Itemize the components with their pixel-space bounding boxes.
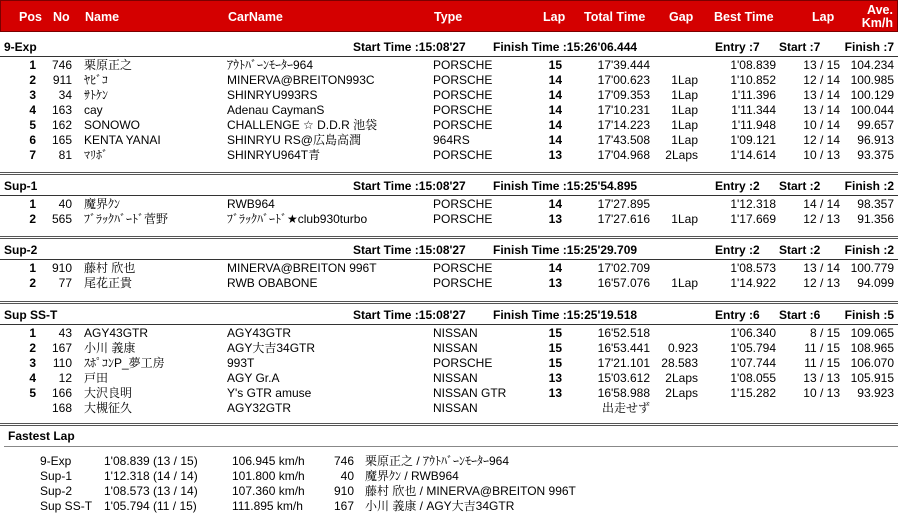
row-average-speed: 93.375 (857, 148, 894, 162)
row-car-name: Adenau CaymanS (227, 103, 325, 117)
col-best-lap: Lap (812, 10, 835, 24)
fastest-car-number: 40 (340, 469, 354, 483)
row-car-type: NISSAN (433, 326, 478, 340)
class-entry-count: Entry :6 (715, 308, 760, 322)
row-pos: 3 (29, 356, 36, 370)
row-car-number: 911 (52, 73, 72, 87)
row-laps: 14 (548, 261, 562, 275)
row-best-lap: 10 / 13 (803, 386, 840, 400)
fastest-time: 1'05.794 (11 / 15) (104, 499, 197, 513)
section-separator (0, 236, 898, 239)
row-total-time: 16'57.076 (597, 276, 650, 290)
row-pos: 5 (29, 386, 36, 400)
row-car-number: 167 (51, 341, 72, 355)
row-car-number: 34 (58, 88, 72, 102)
row-driver-name: ﾔﾋﾞｺ (84, 73, 109, 87)
row-car-type: PORSCHE (433, 148, 493, 162)
row-total-time: 出走せず (601, 401, 650, 415)
row-average-speed: 105.915 (850, 371, 894, 385)
row-car-name: AGY大吉34GTR (227, 341, 316, 355)
col-name: Name (85, 10, 120, 24)
class-name: Sup-1 (4, 179, 38, 193)
row-gap: 1Lap (671, 88, 698, 102)
row-car-type: PORSCHE (433, 212, 493, 226)
row-average-speed: 100.044 (850, 103, 894, 117)
row-pos: 5 (29, 118, 36, 132)
row-driver-name: 栗原正之 (84, 58, 133, 72)
row-best-lap: 8 / 15 (809, 326, 840, 340)
row-average-speed: 98.357 (857, 197, 894, 211)
row-car-name: MINERVA@BREITON993C (227, 73, 375, 87)
row-pos: 2 (29, 212, 36, 226)
row-car-number: 565 (51, 212, 72, 226)
row-best-time: 1'09.121 (730, 133, 776, 147)
row-pos: 1 (29, 197, 36, 211)
row-average-speed: 94.099 (857, 276, 894, 290)
section-separator (0, 423, 898, 426)
row-gap: 1Lap (671, 212, 698, 226)
row-gap: 1Lap (671, 73, 698, 87)
fastest-driver-car: 魔界ｸﾝ / RWB964 (365, 469, 459, 483)
row-best-lap: 13 / 15 (803, 58, 840, 72)
fastest-class: Sup-1 (40, 469, 73, 483)
row-average-speed: 100.779 (850, 261, 894, 275)
row-car-name: MINERVA@BREITON 996T (227, 261, 377, 275)
class-divider (0, 56, 898, 57)
row-car-type: PORSCHE (433, 261, 493, 275)
row-total-time: 17'39.444 (597, 58, 650, 72)
class-start-count: Start :7 (779, 40, 821, 54)
class-finish-count: Finish :5 (844, 308, 894, 322)
row-pos: 2 (29, 341, 36, 355)
fastest-time: 1'08.839 (13 / 15) (104, 454, 198, 468)
row-average-speed: 99.657 (857, 118, 894, 132)
row-pos: 1 (29, 58, 36, 72)
row-best-lap: 13 / 14 (803, 103, 840, 117)
row-car-name: SHINRYU964T青 (227, 148, 321, 162)
row-laps: 15 (548, 58, 562, 72)
class-finish-count: Finish :2 (844, 179, 894, 193)
row-best-time: 1'11.396 (731, 88, 776, 102)
fastest-class: 9-Exp (40, 454, 72, 468)
fastest-class: Sup-2 (40, 484, 73, 498)
row-laps: 14 (548, 103, 562, 117)
row-average-speed: 109.065 (850, 326, 894, 340)
row-average-speed: 104.234 (850, 58, 894, 72)
row-driver-name: 尾花正貴 (84, 276, 133, 290)
row-total-time: 17'27.616 (597, 212, 650, 226)
row-best-time: 1'12.318 (730, 197, 776, 211)
row-laps: 15 (548, 326, 562, 340)
fastest-driver-car: 小川 義康 / AGY大吉34GTR (365, 499, 515, 513)
row-driver-name: 大槻征久 (84, 401, 133, 415)
row-best-lap: 10 / 13 (803, 148, 840, 162)
class-start-time: Start Time :15:08'27 (353, 179, 466, 193)
row-best-lap: 13 / 14 (803, 88, 840, 102)
fastest-speed: 107.360 km/h (232, 484, 305, 498)
row-car-type: NISSAN GTR (433, 386, 507, 400)
row-car-type: 964RS (433, 133, 470, 147)
row-gap: 2Laps (665, 371, 698, 385)
col-best-time: Best Time (714, 10, 774, 24)
row-gap: 2Laps (665, 148, 698, 162)
row-driver-name: 魔界ｸﾝ (84, 197, 121, 211)
class-finish-time: Finish Time :15:26'06.444 (493, 40, 638, 54)
row-best-time: 1'08.055 (730, 371, 776, 385)
fastest-time: 1'12.318 (14 / 14) (104, 469, 198, 483)
row-car-type: PORSCHE (433, 356, 493, 370)
class-entry-count: Entry :2 (715, 243, 760, 257)
row-car-name: RWB964 (227, 197, 275, 211)
row-car-number: 165 (51, 133, 72, 147)
row-car-name: AGY32GTR (227, 401, 292, 415)
col-no: No (53, 10, 70, 24)
row-average-speed: 108.965 (850, 341, 894, 355)
row-car-name: AGY Gr.A (227, 371, 280, 385)
col-lap: Lap (543, 10, 566, 24)
row-best-lap: 12 / 13 (803, 212, 840, 226)
row-pos: 1 (29, 261, 36, 275)
row-car-name: 993T (227, 356, 255, 370)
section-separator (0, 301, 898, 304)
row-laps: 13 (548, 386, 562, 400)
row-laps: 13 (548, 276, 562, 290)
row-total-time: 17'09.353 (597, 88, 650, 102)
row-best-time: 1'14.922 (730, 276, 776, 290)
row-pos: 7 (29, 148, 36, 162)
row-best-time: 1'08.573 (730, 261, 776, 275)
row-laps: 15 (548, 356, 562, 370)
row-car-name: SHINRYU993RS (227, 88, 318, 102)
class-start-count: Start :2 (779, 243, 821, 257)
class-finish-time: Finish Time :15:25'19.518 (493, 308, 638, 322)
row-gap: 0.923 (667, 341, 698, 355)
row-car-number: 110 (52, 356, 72, 370)
class-entry-count: Entry :7 (715, 40, 760, 54)
class-entry-count: Entry :2 (715, 179, 760, 193)
fastest-time: 1'08.573 (13 / 14) (104, 484, 198, 498)
row-laps: 14 (548, 197, 562, 211)
col-gap: Gap (669, 10, 694, 24)
class-finish-time: Finish Time :15:25'54.895 (493, 179, 638, 193)
col-total-time: Total Time (584, 10, 646, 24)
row-car-type: PORSCHE (433, 58, 493, 72)
class-name: Sup SS-T (4, 308, 58, 322)
fastest-car-number: 746 (333, 454, 354, 468)
row-driver-name: 大沢良明 (84, 386, 133, 400)
col-kmh: Km/h (861, 16, 893, 30)
fastest-driver-car: 藤村 欣也 / MINERVA@BREITON 996T (365, 484, 576, 498)
class-finish-count: Finish :7 (844, 40, 894, 54)
row-best-lap: 13 / 14 (803, 261, 840, 275)
row-total-time: 17'10.231 (597, 103, 650, 117)
row-gap: 1Lap (671, 118, 698, 132)
row-gap: 1Lap (671, 276, 698, 290)
row-average-speed: 100.985 (850, 73, 894, 87)
row-driver-name: SONOWO (84, 118, 140, 132)
fastest-lap-header (4, 428, 898, 447)
row-car-number: 746 (51, 58, 72, 72)
row-driver-name: cay (84, 103, 103, 117)
row-best-time: 1'08.839 (730, 58, 776, 72)
row-average-speed: 91.356 (857, 212, 894, 226)
section-separator (0, 172, 898, 175)
row-best-lap: 14 / 14 (803, 197, 840, 211)
row-laps: 15 (548, 341, 562, 355)
row-best-lap: 11 / 15 (804, 356, 840, 370)
row-average-speed: 100.129 (850, 88, 894, 102)
row-laps: 14 (548, 88, 562, 102)
row-best-time: 1'15.282 (730, 386, 776, 400)
class-finish-time: Finish Time :15:25'29.709 (493, 243, 638, 257)
class-name: 9-Exp (4, 40, 37, 54)
row-total-time: 16'52.518 (597, 326, 650, 340)
row-best-time: 1'05.794 (730, 341, 776, 355)
row-car-number: 12 (58, 371, 72, 385)
row-best-time: 1'14.614 (730, 148, 776, 162)
results-header (0, 0, 898, 32)
row-car-number: 77 (58, 276, 72, 290)
row-gap: 2Laps (665, 386, 698, 400)
row-total-time: 17'02.709 (597, 261, 650, 275)
row-best-time: 1'06.340 (730, 326, 776, 340)
row-best-time: 1'17.669 (730, 212, 776, 226)
row-car-type: PORSCHE (433, 276, 493, 290)
row-car-number: 81 (58, 148, 72, 162)
col-carname: CarName (228, 10, 283, 24)
fastest-speed: 111.895 km/h (232, 499, 303, 513)
row-pos: 3 (29, 88, 36, 102)
row-gap: 28.583 (661, 356, 698, 370)
row-car-number: 40 (58, 197, 72, 211)
row-best-time: 1'11.344 (731, 103, 776, 117)
row-average-speed: 93.923 (857, 386, 894, 400)
row-best-time: 1'10.852 (730, 73, 776, 87)
class-start-count: Start :2 (779, 179, 821, 193)
row-total-time: 17'00.623 (597, 73, 650, 87)
class-start-count: Start :6 (779, 308, 821, 322)
row-best-lap: 12 / 14 (803, 133, 840, 147)
fastest-speed: 106.945 km/h (232, 454, 305, 468)
row-car-type: NISSAN (433, 401, 478, 415)
col-type: Type (434, 10, 463, 24)
row-driver-name: ﾌﾞﾗｯｸﾊﾞｰﾄﾞ菅野 (84, 212, 169, 226)
fastest-car-number: 910 (333, 484, 354, 498)
row-total-time: 17'27.895 (597, 197, 650, 211)
class-divider (0, 195, 898, 196)
fastest-speed: 101.800 km/h (232, 469, 305, 483)
row-car-name: SHINRYU RS@広島高潤 (227, 133, 361, 147)
row-laps: 14 (548, 73, 562, 87)
row-car-number: 163 (51, 103, 72, 117)
row-total-time: 17'43.508 (597, 133, 650, 147)
row-car-name: CHALLENGE ☆ D.D.R 池袋 (227, 118, 378, 132)
fastest-lap-title: Fastest Lap (8, 429, 75, 443)
row-best-lap: 12 / 14 (803, 73, 840, 87)
row-total-time: 15'03.612 (597, 371, 650, 385)
row-car-number: 910 (51, 261, 72, 275)
row-driver-name: ｽﾎﾟｺﾝP_夢工房 (84, 356, 165, 370)
row-pos: 2 (29, 276, 36, 290)
class-start-time: Start Time :15:08'27 (353, 40, 466, 54)
class-divider (0, 259, 898, 260)
row-pos: 4 (29, 371, 36, 385)
row-car-type: NISSAN (433, 371, 478, 385)
row-driver-name: AGY43GTR (84, 326, 149, 340)
row-car-name: Y's GTR amuse (227, 386, 312, 400)
row-total-time: 17'04.968 (597, 148, 650, 162)
row-car-name: AGY43GTR (227, 326, 292, 340)
row-best-time: 1'07.744 (730, 356, 776, 370)
row-best-lap: 10 / 14 (803, 118, 840, 132)
row-laps: 13 (548, 371, 562, 385)
row-best-lap: 11 / 15 (804, 341, 840, 355)
row-laps: 13 (548, 212, 562, 226)
row-car-type: PORSCHE (433, 118, 493, 132)
row-best-lap: 13 / 13 (803, 371, 840, 385)
row-total-time: 16'53.441 (597, 341, 650, 355)
row-average-speed: 106.070 (850, 356, 894, 370)
row-total-time: 17'14.223 (597, 118, 650, 132)
row-best-time: 1'11.948 (731, 118, 776, 132)
fastest-driver-car: 栗原正之 / ｱｳﾄﾊﾞｰﾝﾓｰﾀｰ964 (365, 454, 510, 468)
class-finish-count: Finish :2 (844, 243, 894, 257)
row-best-lap: 12 / 13 (803, 276, 840, 290)
row-car-type: PORSCHE (433, 88, 493, 102)
row-pos: 4 (29, 103, 36, 117)
row-average-speed: 96.913 (857, 133, 894, 147)
col-pos: Pos (19, 10, 42, 24)
row-laps: 14 (548, 133, 562, 147)
fastest-class: Sup SS-T (40, 499, 93, 513)
row-driver-name: 藤村 欣也 (84, 261, 136, 275)
class-start-time: Start Time :15:08'27 (353, 308, 466, 322)
row-driver-name: KENTA YANAI (84, 133, 161, 147)
row-car-number: 168 (51, 401, 72, 415)
row-pos: 2 (29, 73, 36, 87)
row-laps: 13 (548, 148, 562, 162)
row-car-number: 166 (51, 386, 72, 400)
row-driver-name: ﾏﾘﾎﾞ (84, 148, 109, 162)
row-car-type: PORSCHE (433, 197, 493, 211)
row-pos: 1 (29, 326, 36, 340)
row-driver-name: 戸田 (84, 371, 109, 385)
row-driver-name: 小川 義康 (84, 341, 136, 355)
row-car-type: PORSCHE (433, 103, 493, 117)
row-gap: 1Lap (671, 133, 698, 147)
row-car-number: 43 (58, 326, 72, 340)
row-car-type: NISSAN (433, 341, 478, 355)
col-ave: Ave. (867, 3, 893, 17)
row-car-number: 162 (51, 118, 72, 132)
class-divider (0, 324, 898, 325)
row-car-name: ﾌﾞﾗｯｸﾊﾞｰﾄﾞ★club930turbo (227, 212, 368, 226)
row-total-time: 16'58.988 (597, 386, 650, 400)
row-driver-name: ｻﾄｹﾝ (84, 88, 109, 102)
class-start-time: Start Time :15:08'27 (353, 243, 466, 257)
row-car-type: PORSCHE (433, 73, 493, 87)
fastest-car-number: 167 (333, 499, 354, 513)
row-car-name: RWB OBABONE (227, 276, 318, 290)
row-gap: 1Lap (671, 103, 698, 117)
row-total-time: 17'21.101 (597, 356, 650, 370)
row-laps: 14 (548, 118, 562, 132)
row-car-name: ｱｳﾄﾊﾞｰﾝﾓｰﾀｰ964 (227, 58, 314, 72)
class-name: Sup-2 (4, 243, 38, 257)
row-pos: 6 (29, 133, 36, 147)
